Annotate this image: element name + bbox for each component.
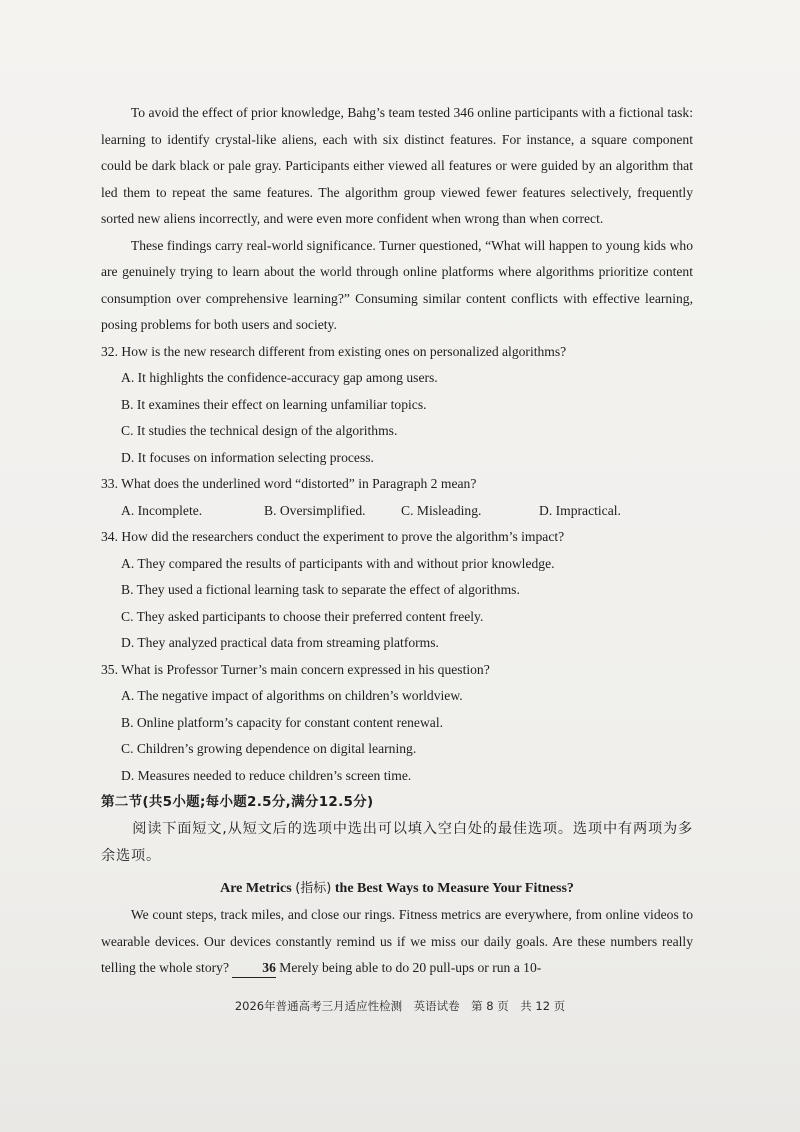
question-stem: 33. What does the underlined word “distorted” in Paragraph 2 mean?: [101, 476, 477, 491]
fitness-paragraph: [101, 902, 693, 982]
passage-title: [101, 876, 693, 903]
option-a: A. Incomplete.: [121, 502, 203, 518]
question-34: [101, 524, 693, 657]
option-c: C. Children’s growing dependence on digital learning.: [121, 741, 417, 756]
paragraph-text-continued: Merely being able to do 20 pull-ups or run a 10-: [279, 960, 542, 975]
title-part-2: the Best Ways to Measure Your Fitness?: [334, 880, 574, 896]
question-32: [101, 339, 693, 472]
passage-paragraph-2: These findings carry real-world significance. Turner questioned, “What will happen to young kids who are genuinely trying to learn about the world through online platforms where algorithms prioritize content consumption over comprehensive learning?” Consuming similar content conflicts with effective learning, posing problems for both users and society.: [101, 237, 693, 332]
option-b: B. They used a fictional learning task to separate the effect of algorithms.: [121, 582, 520, 597]
option-c: C. It studies the technical design of the algorithms.: [121, 423, 398, 438]
title-chinese-gloss: (指标): [295, 880, 332, 896]
question-stem: 35. What is Professor Turner’s main concern expressed in his question?: [101, 661, 490, 677]
page-footer: 2026年普通高考三月适应性检测 英语试卷 第 8 页 共 12 页: [234, 999, 566, 1013]
question-35: [101, 657, 693, 790]
option-b: B. Oversimplified.: [264, 502, 366, 518]
option-d: D. Measures needed to reduce children’s screen time.: [121, 767, 412, 783]
option-d: D. It focuses on information selecting process.: [121, 449, 374, 465]
option-a: A. The negative impact of algorithms on children’s worldview.: [121, 688, 463, 703]
option-c: C. They asked participants to choose their preferred content freely.: [121, 608, 484, 624]
question-33: [101, 471, 693, 524]
page-content: [101, 100, 693, 982]
option-b: B. It examines their effect on learning unfamiliar topics.: [121, 396, 427, 412]
question-stem: 34. How did the researchers conduct the experiment to prove the algorithm’s impact?: [101, 529, 565, 544]
paragraph-text: We count steps, track miles, and close our rings. Fitness metrics are everywhere, from online videos to wearable devices. Our devices constantly remind us if we miss our daily goals. Are these numbers really telling the whole story?: [101, 907, 693, 975]
option-b: B. Online platform’s capacity for constant content renewal.: [121, 714, 443, 730]
option-d: D. They analyzed practical data from streaming platforms.: [121, 635, 439, 650]
section-heading: 第二节(共5小题;每小题2.5分,满分12.5分): [101, 794, 374, 810]
option-row: [101, 498, 693, 525]
option-a: A. It highlights the confidence-accuracy gap among users.: [121, 370, 438, 385]
question-stem: 32. How is the new research different from existing ones on personalized algorithms?: [101, 343, 567, 359]
passage-paragraph-1: To avoid the effect of prior knowledge, Bahg’s team tested 346 online participants with a fictional task: learning to identify crystal-like aliens, each with six distinct features. For instance, a square component could be dark black or pale gray. Participants either viewed all features or were guided by an algorithm that led them to repeat the same features. The algorithm group viewed fewer features selectively, frequently sorted new aliens incorrectly, and were even more confident when wrong than when correct.: [101, 105, 693, 226]
title-part-1: Are Metrics: [220, 880, 292, 896]
option-d: D. Impractical.: [539, 502, 621, 518]
option-c: C. Misleading.: [401, 502, 482, 518]
section-instructions: 阅读下面短文,从短文后的选项中选出可以填入空白处的最佳选项。选项中有两项为多余选项。: [101, 820, 693, 864]
answer-blank-36: 36: [232, 959, 276, 978]
option-a: A. They compared the results of participants with and without prior knowledge.: [121, 555, 555, 571]
